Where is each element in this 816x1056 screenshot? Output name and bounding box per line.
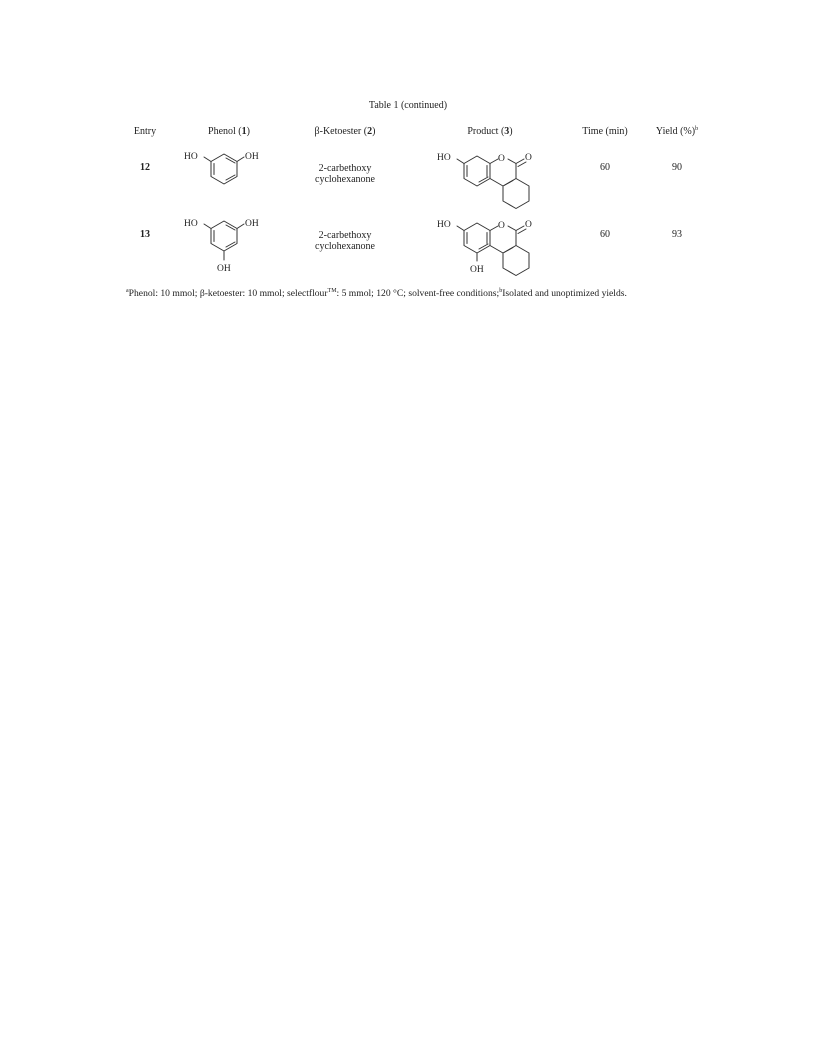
header-product-number: 3	[504, 126, 510, 137]
carbonyl-bond	[516, 226, 524, 231]
double-bond	[504, 181, 513, 186]
carbonyl-oxygen-label: O	[525, 153, 532, 163]
benzene-ring	[464, 223, 490, 253]
bond	[457, 226, 464, 231]
header-ketoester-number: 2	[367, 126, 373, 137]
header-product-text: Product (	[467, 126, 505, 137]
header-time: Time (min)	[582, 126, 628, 137]
header-entry: Entry	[133, 126, 157, 137]
header-yield	[648, 126, 706, 138]
ketoester-line-1: 2-carbethoxy	[318, 230, 372, 241]
bond	[490, 159, 498, 164]
trademark-mark: TM	[327, 288, 337, 294]
benzene-ring	[211, 221, 237, 251]
bond	[457, 159, 464, 164]
row-13-product-structure	[432, 211, 552, 279]
header-product-close: )	[509, 126, 513, 137]
ring-oxygen-label: O	[498, 154, 505, 164]
carbonyl-oxygen-label: O	[525, 220, 532, 230]
ho-label: HO	[437, 153, 451, 163]
row-12-phenol-structure	[180, 145, 270, 195]
footnote-mark-b: b	[499, 288, 503, 294]
double-bond	[479, 244, 488, 249]
row-12-time: 60	[600, 162, 610, 173]
ring-oxygen-label: O	[498, 221, 505, 231]
header-phenol-number: 1	[241, 126, 247, 137]
header-yield-footnote-mark: b	[695, 126, 699, 132]
ho-label: HO	[437, 220, 451, 230]
bond	[508, 226, 516, 231]
oh-bottom-label: OH	[470, 265, 484, 275]
ho-label: HO	[184, 219, 198, 229]
row-12-product-structure	[432, 144, 552, 210]
footnote-mark-a: a	[126, 288, 129, 294]
double-bond	[226, 158, 235, 163]
ho-label: HO	[184, 152, 198, 162]
benzene-ring	[211, 154, 237, 184]
row-13-phenol-structure	[180, 212, 270, 278]
double-bond	[226, 242, 235, 247]
double-bond	[479, 177, 488, 182]
row-13-ketoester	[304, 230, 386, 252]
cyclohexene-ring	[503, 246, 529, 276]
table-caption: Table 1 (continued)	[368, 100, 448, 111]
bond	[490, 246, 503, 254]
ketoester-line-1: 2-carbethoxy	[318, 163, 372, 174]
bond	[508, 159, 516, 164]
benzene-ring	[464, 156, 490, 186]
row-12-ketoester	[304, 163, 386, 185]
row-12-yield: 90	[672, 162, 682, 173]
oh-label: OH	[245, 219, 259, 229]
header-ketoester-close: )	[372, 126, 376, 137]
header-ketoester-text: β-Ketoester (	[314, 126, 368, 137]
bond	[237, 224, 244, 229]
row-13-yield: 93	[672, 229, 682, 240]
header-phenol-text: Phenol (	[208, 126, 242, 137]
double-bond	[226, 225, 235, 230]
header-yield-text: Yield (%)	[655, 126, 696, 137]
footnote-text-3: Isolated and unoptimized yields.	[502, 288, 627, 299]
ketoester-line-2: cyclohexanone	[315, 174, 375, 185]
ketoester-line-2: cyclohexanone	[315, 241, 375, 252]
footnote-text-2: : 5 mmol; 120 °C; solvent-free conditions;	[336, 288, 500, 299]
row-13-entry: 13	[140, 229, 150, 240]
table-footnote	[126, 288, 627, 299]
header-phenol-close: )	[246, 126, 250, 137]
bond	[237, 157, 244, 162]
bond	[204, 157, 211, 162]
header-product	[455, 126, 525, 138]
carbonyl-bond	[516, 159, 524, 164]
bond	[204, 224, 211, 229]
double-bond	[504, 248, 513, 253]
footnote-text-1: Phenol: 10 mmol; β-ketoester: 10 mmol; selectflour	[128, 288, 328, 299]
oh-bottom-label: OH	[217, 264, 231, 274]
row-13-time: 60	[600, 229, 610, 240]
header-ketoester	[304, 126, 386, 138]
bond	[490, 226, 498, 231]
row-12-entry: 12	[140, 162, 150, 173]
cyclohexene-ring	[503, 179, 529, 209]
oh-label: OH	[245, 152, 259, 162]
bond	[490, 179, 503, 187]
double-bond	[226, 175, 235, 180]
header-phenol	[196, 126, 262, 138]
